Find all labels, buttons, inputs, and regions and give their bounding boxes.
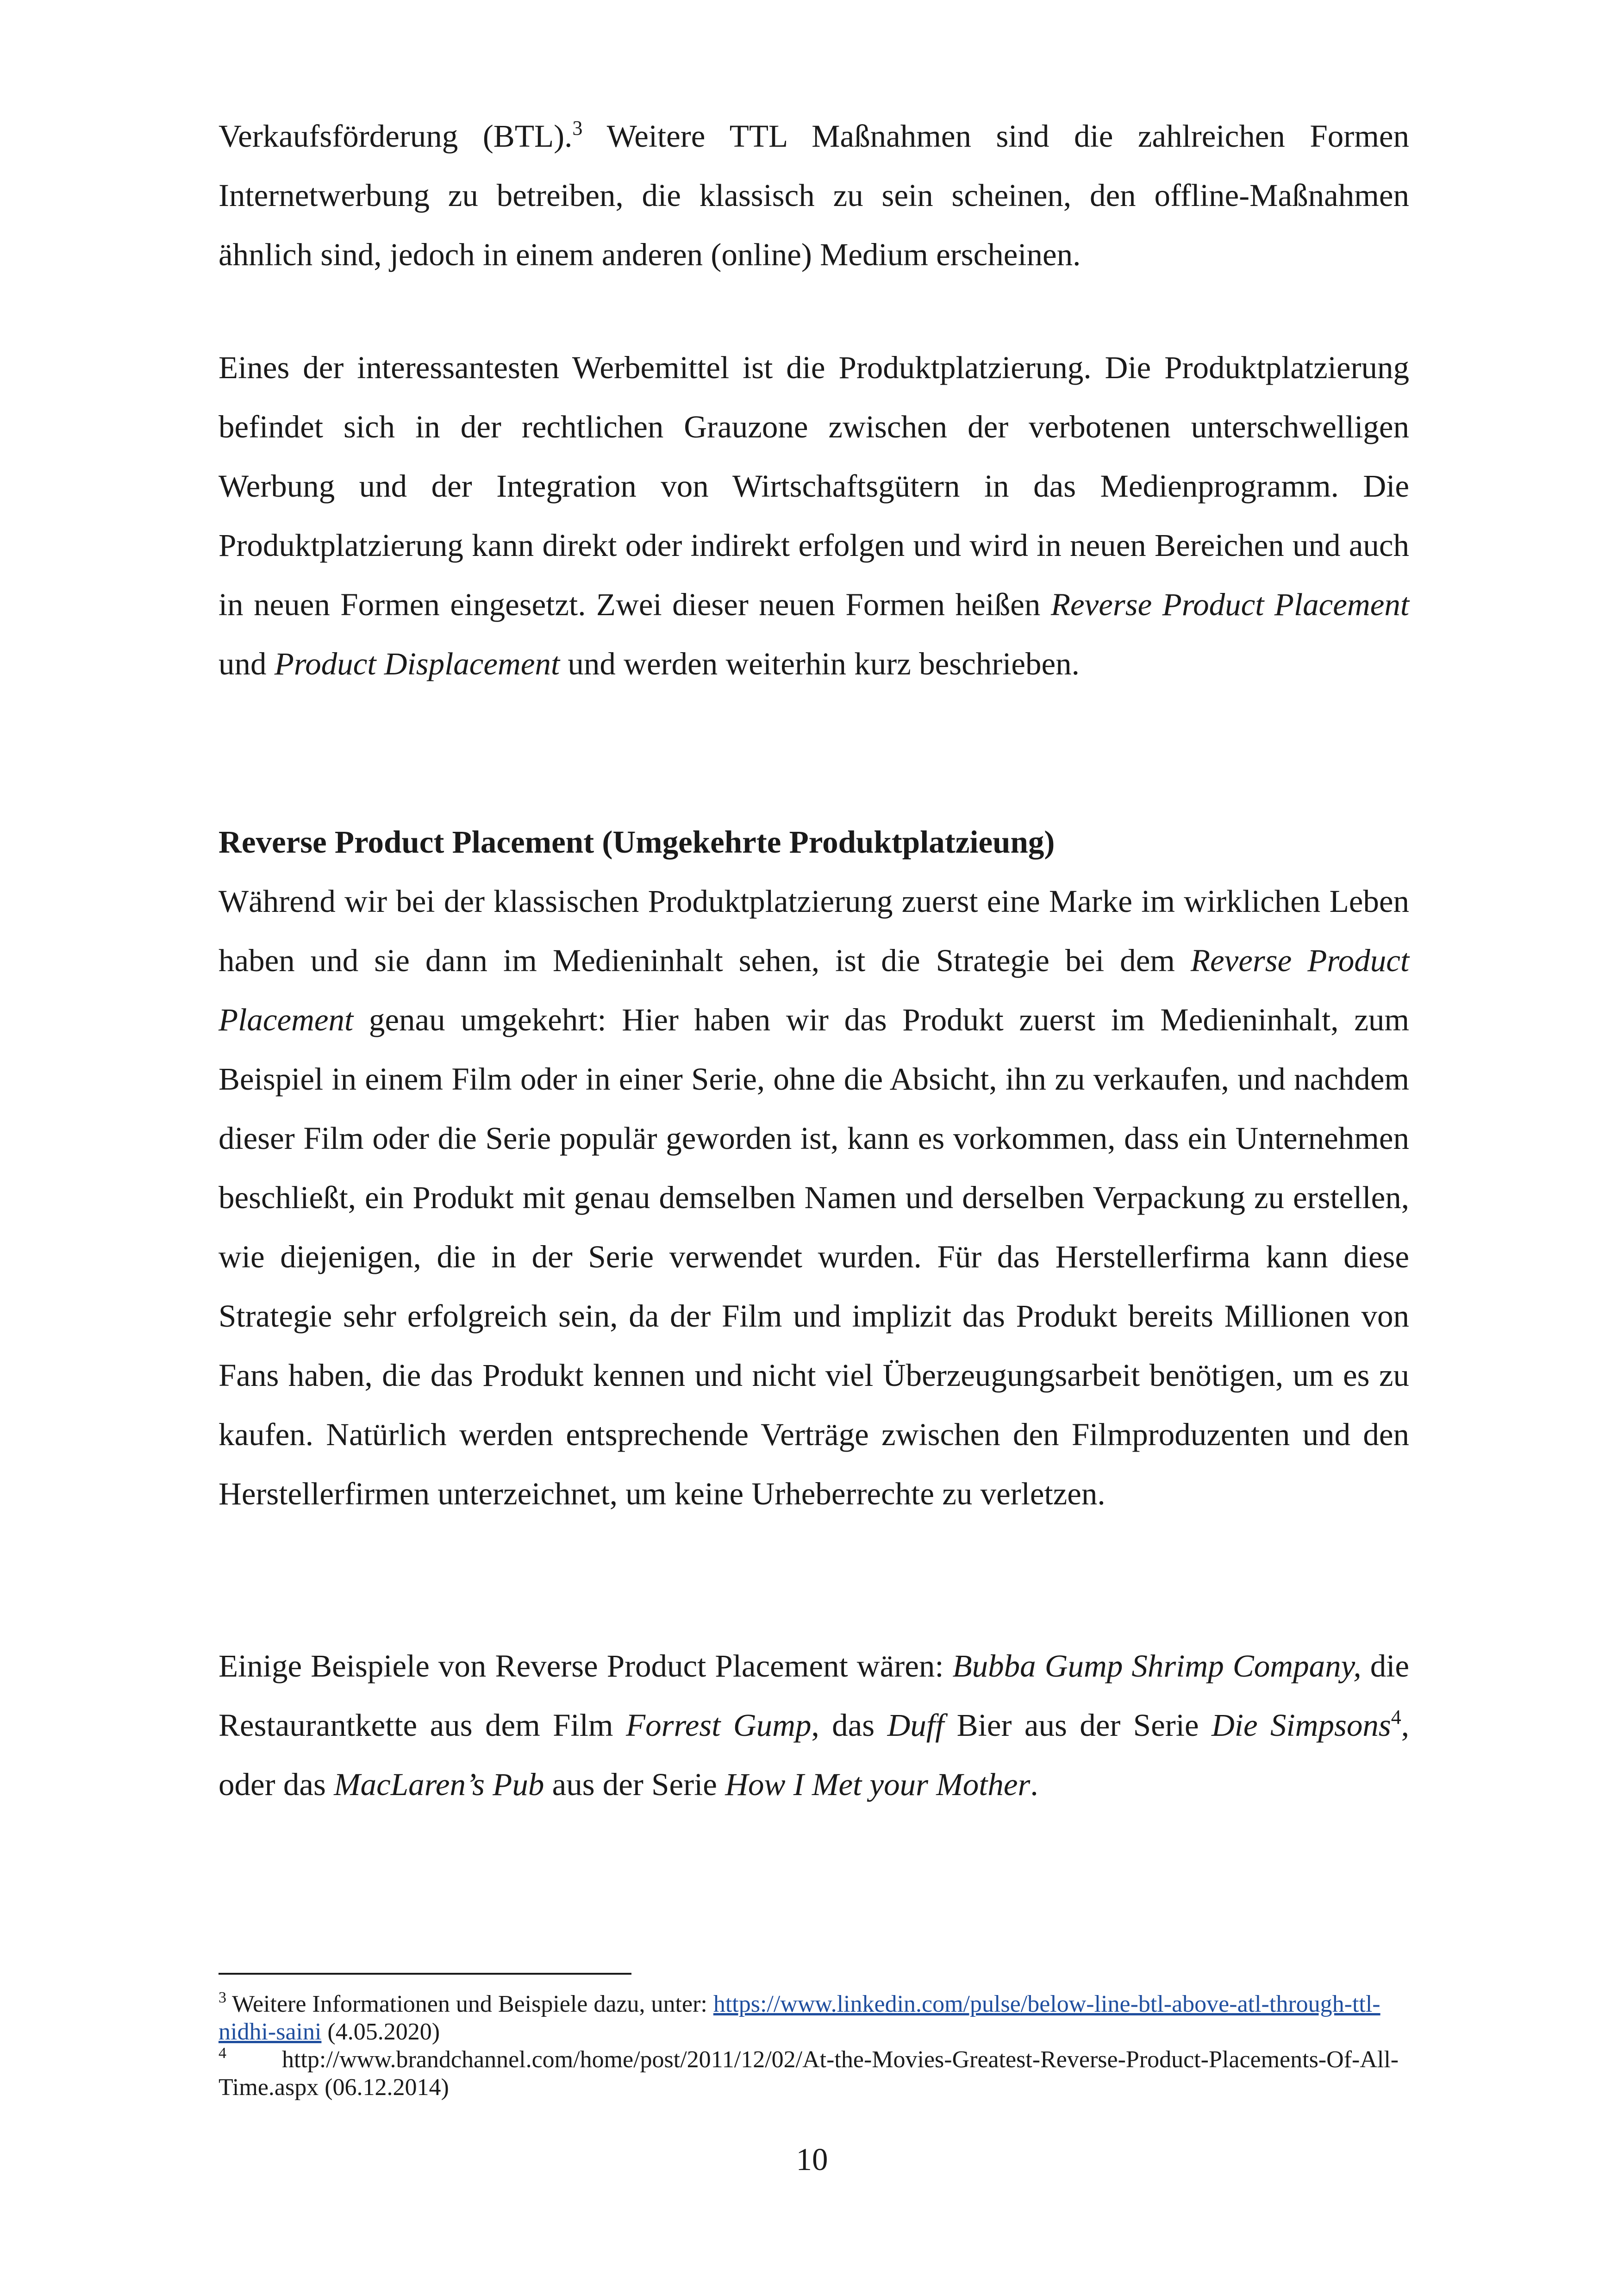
paragraph2-text-a: Eines der interessantesten Werbemittel ist die Produktplatzierung. Die Produktplatzierung befindet sich in der rechtlichen Grauzone zwischen der verbotenen unterschwelligen Werbung und der Integration von Wirtschaftsgütern in das Medienprogramm. Die Produktplatzierung kann direkt oder indirekt erfolgen und wird in neuen Bereichen und auch in neuen Formen eingesetzt. Zwei dieser neuen Formen heißen: [219, 350, 1409, 622]
term-product-displacement: Product Displacement: [274, 646, 560, 681]
example-maclarens-pub: MacLaren’s Pub: [334, 1767, 544, 1802]
footnote-separator: [219, 1973, 631, 1975]
footnote-text: Weitere Informationen und Beispiele dazu, unter:: [226, 1991, 713, 2017]
footnote-number: 4: [219, 2045, 226, 2062]
example-how-i-met-your-mother: How I Met your Mother: [725, 1767, 1031, 1802]
example-forrest-gump: Forrest Gump: [625, 1708, 812, 1743]
example-duff: Duff: [887, 1708, 944, 1743]
paragraph4-text-f: aus der Serie: [544, 1767, 725, 1802]
footnote-ref-4[interactable]: 4: [1391, 1706, 1401, 1728]
paragraph4-text-c: , das: [811, 1708, 887, 1743]
paragraph2-text-b: und: [219, 646, 275, 681]
paragraph-ttl-measures: [219, 106, 1409, 284]
paragraph4-text-b: die Restaurantkette aus dem Film: [219, 1648, 1410, 1743]
term-reverse-product-placement: Reverse Product Placement: [1050, 587, 1409, 622]
paragraph-examples: [219, 1636, 1409, 1814]
footnote-ref-3[interactable]: 3: [572, 117, 583, 139]
paragraph2-text-c: und werden weiterhin kurz beschrieben.: [560, 646, 1080, 681]
footnote-date: (4.05.2020): [321, 2019, 440, 2045]
page-number: 10: [796, 2142, 828, 2177]
footnote-number: 3: [219, 1989, 226, 2006]
paragraph4-text-e: , oder das: [219, 1708, 1409, 1802]
paragraph4-text-a: Einige Beispiele von Reverse Product Placement wären:: [219, 1648, 953, 1684]
footnote-3: [219, 1990, 1409, 2046]
term-reverse-product-placement: Reverse Product Placement: [219, 943, 1409, 1037]
paragraph1-text-b: Weitere TTL Maßnahmen sind die zahlreichen Formen Internetwerbung zu betreiben, die klassisch zu sein scheinen, den offline-Maßnahmen ähnlich sind, jedoch in einem anderen (online) Medium erscheinen.: [219, 118, 1409, 272]
example-bubba-gump: Bubba Gump Shrimp Company,: [952, 1648, 1362, 1684]
paragraph4-text-g: .: [1030, 1767, 1038, 1802]
paragraph-product-placement: [219, 338, 1409, 693]
footnote-link[interactable]: https://www.linkedin.com/pulse/below-line-btl-above-atl-through-ttl-nidhi-saini: [219, 1991, 1380, 2045]
example-die-simpsons: Die Simpsons: [1211, 1708, 1391, 1743]
paragraph3-text-b: genau umgekehrt: Hier haben wir das Produkt zuerst im Medieninhalt, zum Beispiel in einem Film oder in einer Serie, ohne die Absicht, ihn zu verkaufen, und nachdem dieser Film oder die Serie populär geworden ist, kann es vorkommen, dass ein Unternehmen beschließt, ein Produkt mit genau demselben Namen und derselben Verpackung zu erstellen, wie diejenigen, die in der Serie verwendet wurden. Für das Herstellerfirma kann diese Strategie sehr erfolgreich sein, da der Film und implizit das Produkt bereits Millionen von Fans haben, die das Produkt kennen und nicht viel Überzeugungsarbeit benötigen, um es zu kaufen. Natürlich werden entsprechende Verträge zwischen den Filmproduzenten und den Herstellerfirmen unterzeichnet, um keine Urheberrechte zu verletzen.: [219, 1002, 1409, 1511]
section-heading: Reverse Product Placement (Umgekehrte Produktplatzieung): [219, 824, 1055, 860]
footnote-4: [219, 2046, 1409, 2102]
paragraph3-text-a: Während wir bei der klassischen Produktplatzierung zuerst eine Marke im wirklichen Leben haben und sie dann im Medieninhalt sehen, ist die Strategie bei dem: [219, 884, 1409, 978]
paragraph-reverse-placement: [219, 872, 1409, 1523]
paragraph4-text-d: Bier aus der Serie: [944, 1708, 1212, 1743]
paragraph1-text-a: Verkaufsförderung (BTL).: [219, 118, 573, 154]
footnote-text: http://www.brandchannel.com/home/post/2011/12/02/At-the-Movies-Greatest-Reverse-Product-Placements-Of-All-Time.aspx (06.12.2014): [219, 2046, 1399, 2101]
